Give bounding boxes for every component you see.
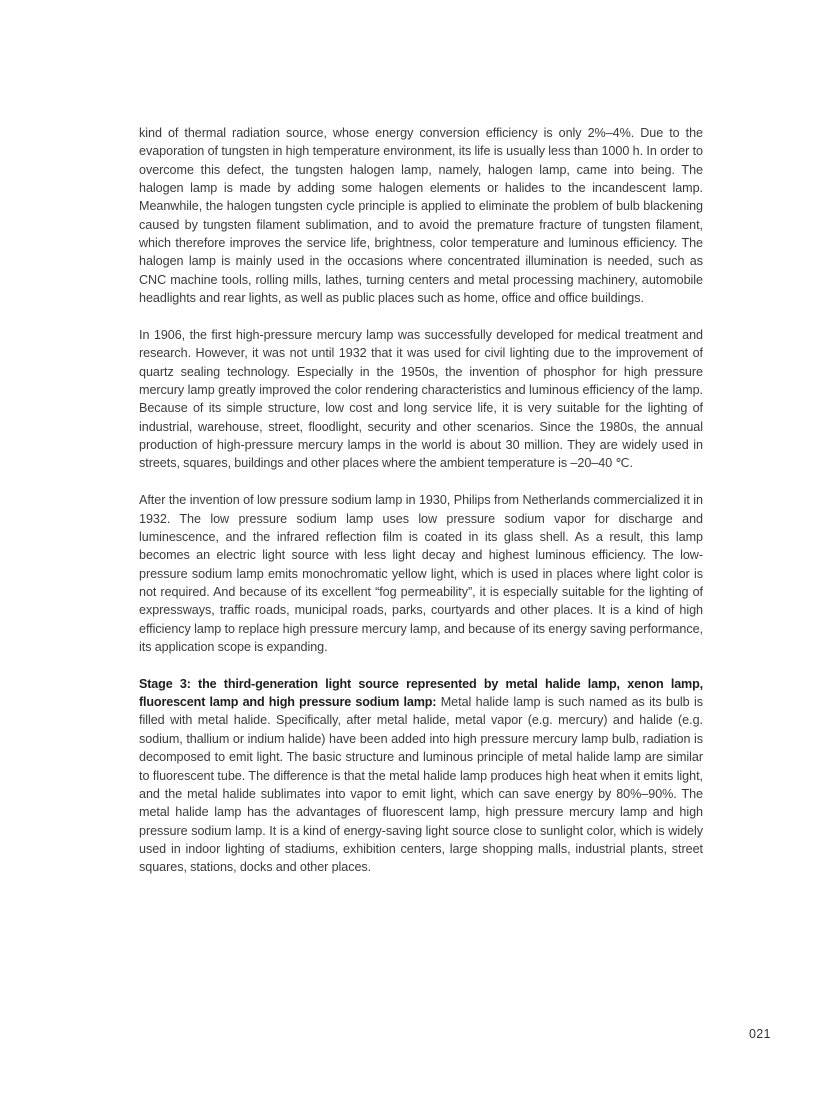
paragraph-halogen-lamp xyxy=(139,124,703,307)
page-number: 021 xyxy=(749,1027,771,1041)
paragraph-high-pressure-mercury-lamp xyxy=(139,326,703,473)
paragraph-text: After the invention of low pressure sodium lamp in 1930, Philips from Netherlands commercialized it in 1932. The low pressure sodium lamp uses low pressure sodium vapor for discharge and luminescence, and the infrared reflection film is coated in its glass shell. As a result, this lamp becomes an electric light source with less light decay and highest luminous efficiency. The low-pressure sodium lamp emits monochromatic yellow light, which is used in places where light color is not required. And because of its excellent “fog permeability”, it is especially suitable for the lighting of expressways, traffic roads, municipal roads, parks, courtyards and other places. It is a kind of high efficiency lamp to replace high pressure mercury lamp, and because of its energy saving performance, its application scope is expanding. xyxy=(139,493,703,654)
paragraph-text: In 1906, the first high-pressure mercury lamp was successfully developed for medical treatment and research. However, it was not until 1932 that it was used for civil lighting due to the improvement of quartz sealing technology. Especially in the 1950s, the invention of phosphor for high pressure mercury lamp greatly improved the color rendering characteristics and luminous efficiency of the lamp. Because of its simple structure, low cost and long service life, it is very suitable for the lighting of industrial, warehouse, street, floodlight, security and other scenarios. Since the 1980s, the annual production of high-pressure mercury lamps in the world is about 30 million. They are widely used in streets, squares, buildings and other places where the ambient temperature is –20–40 ℃. xyxy=(139,327,703,471)
paragraph-low-pressure-sodium-lamp xyxy=(139,491,703,656)
paragraph-stage-3-metal-halide-lamp xyxy=(139,675,703,877)
paragraph-text: Metal halide lamp is such named as its bulb is filled with metal halide. Specifically, after metal halide, metal vapor (e.g. mercury) and halide (e.g. sodium, thallium or indium halide) have been added into high pressure mercury lamp bulb, radiation is decomposed to emit light. The basic structure and luminous principle of metal halide lamp are similar to fluorescent tube. The difference is that the metal halide lamp produces high heat when it emits light, and the metal halide sublimates into vapor to emit light, which can save energy by 80%–90%. The metal halide lamp has the advantages of fluorescent lamp, high pressure mercury lamp and high pressure sodium lamp. It is a kind of energy-saving light source close to sunlight color, which is widely used in indoor lighting of stadiums, exhibition centers, large shopping malls, industrial plants, street squares, stations, docks and other places. xyxy=(139,695,703,875)
stage-3-heading: Stage 3: the third-generation light source represented by metal halide lamp, xenon lamp, fluorescent lamp and high pressure sodium lamp: xyxy=(139,676,703,710)
document-body xyxy=(139,124,703,895)
paragraph-text: kind of thermal radiation source, whose energy conversion efficiency is only 2%–4%. Due to the evaporation of tungsten in high temperature environment, its life is usually less than 1000 h. In order to overcome this defect, the tungsten halogen lamp, namely, halogen lamp, came into being. The halogen lamp is made by adding some halogen elements or halides to the incandescent lamp. Meanwhile, the halogen tungsten cycle principle is applied to eliminate the problem of bulb blackening caused by tungsten filament sublimation, and to avoid the premature fracture of tungsten filament, which therefore improves the service life, brightness, color temperature and luminous efficiency. The halogen lamp is mainly used in the occasions where concentrated illumination is needed, such as CNC machine tools, rolling mills, lathes, turning centers and metal processing machinery, automobile headlights and rear lights, as well as public places such as home, office and office buildings. xyxy=(139,126,703,306)
